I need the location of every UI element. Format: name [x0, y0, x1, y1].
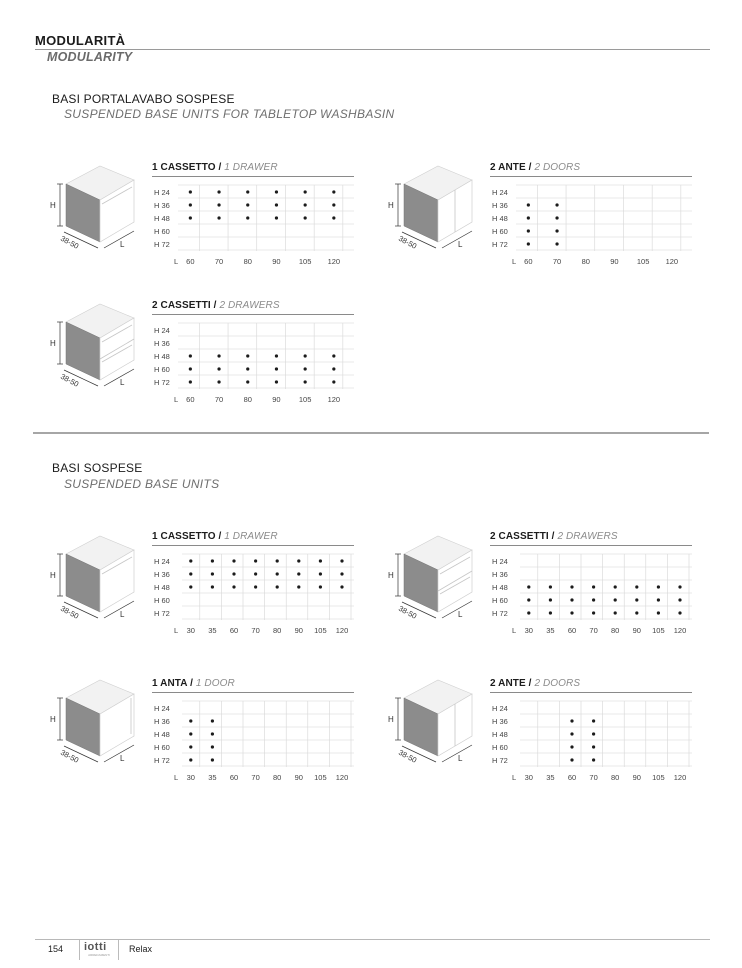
availability-dot: [332, 354, 335, 357]
availability-dot: [304, 203, 307, 206]
title-english: 2 DOORS: [534, 162, 581, 173]
availability-dot: [189, 732, 192, 735]
column-label: 105: [298, 257, 312, 266]
title-english: 1 DRAWER: [224, 162, 278, 173]
column-label: 30: [524, 773, 533, 782]
table-title: [152, 162, 278, 173]
availability-dot: [217, 216, 220, 219]
column-label: 35: [208, 626, 217, 635]
depth-label: 38-50: [397, 603, 419, 621]
availability-dot: [189, 367, 192, 370]
row-label: H 60: [154, 365, 170, 374]
availability-dot: [297, 572, 300, 575]
column-label: 90: [632, 773, 641, 782]
availability-dot: [275, 203, 278, 206]
column-axis-label: L: [512, 773, 517, 782]
availability-dot: [211, 585, 214, 588]
height-label: H: [50, 339, 56, 348]
availability-dot: [232, 559, 235, 562]
availability-dot: [189, 758, 192, 761]
availability-dot: [211, 745, 214, 748]
column-axis-label: L: [512, 626, 517, 635]
row-label: H 36: [492, 717, 508, 726]
availability-dot: [254, 585, 257, 588]
title-separator: /: [215, 531, 225, 542]
column-label: 90: [272, 257, 281, 266]
availability-dot: [657, 611, 660, 614]
height-label: H: [50, 571, 56, 580]
row-label: H 24: [154, 704, 170, 713]
width-label: L: [120, 610, 125, 619]
availability-dot: [614, 585, 617, 588]
width-label: L: [458, 240, 463, 249]
row-label: H 48: [492, 730, 508, 739]
row-label: H 48: [154, 730, 170, 739]
availability-grid: [152, 698, 356, 786]
row-label: H 72: [154, 240, 170, 249]
column-label: 120: [673, 626, 687, 635]
row-label: H 72: [492, 609, 508, 618]
availability-dot: [527, 585, 530, 588]
column-label: 60: [186, 395, 195, 404]
availability-dot: [332, 216, 335, 219]
column-label: 30: [186, 773, 195, 782]
title-italian: 1 CASSETTO: [152, 162, 216, 173]
column-axis-label: L: [174, 773, 179, 782]
column-label: 80: [581, 257, 590, 266]
table-title: [152, 678, 235, 689]
title-separator: /: [525, 162, 535, 173]
column-label: 105: [314, 773, 327, 782]
width-label: L: [120, 240, 125, 249]
column-label: 90: [294, 773, 303, 782]
row-label: H 36: [154, 570, 170, 579]
availability-dot: [332, 380, 335, 383]
availability-dot: [635, 585, 638, 588]
availability-grid: [490, 551, 694, 639]
height-label: H: [388, 201, 394, 210]
availability-dot: [276, 559, 279, 562]
column-label: 30: [524, 626, 533, 635]
availability-dot: [189, 354, 192, 357]
availability-dot: [340, 572, 343, 575]
column-axis-label: L: [174, 395, 179, 404]
width-label: L: [120, 754, 125, 763]
availability-dot: [592, 745, 595, 748]
column-label: 30: [186, 626, 195, 635]
availability-grid: [152, 182, 356, 270]
column-label: 70: [251, 773, 260, 782]
availability-dot: [319, 559, 322, 562]
row-label: H 48: [492, 214, 508, 223]
column-label: 90: [294, 626, 303, 635]
cabinet-diagram: [48, 298, 138, 390]
availability-dot: [570, 732, 573, 735]
availability-dot: [319, 585, 322, 588]
availability-dot: [254, 572, 257, 575]
footer-divider: [35, 939, 710, 940]
height-label: H: [388, 571, 394, 580]
title-italian: 2 ANTE: [490, 678, 526, 689]
row-label: H 36: [492, 570, 508, 579]
depth-label: 38-50: [59, 603, 81, 621]
availability-dot: [570, 719, 573, 722]
availability-dot: [332, 203, 335, 206]
availability-dot: [304, 190, 307, 193]
row-label: H 48: [492, 583, 508, 592]
availability-dot: [527, 229, 530, 232]
column-label: 35: [546, 626, 555, 635]
availability-grid: [152, 320, 356, 408]
availability-dot: [319, 572, 322, 575]
column-label: 80: [243, 395, 252, 404]
title-separator: /: [548, 531, 558, 542]
row-label: H 36: [154, 717, 170, 726]
title-divider: [35, 49, 710, 50]
availability-dot: [189, 380, 192, 383]
title-italian: 2 CASSETTI: [152, 300, 211, 311]
availability-dot: [332, 190, 335, 193]
availability-dot: [189, 203, 192, 206]
availability-dot: [217, 203, 220, 206]
availability-dot: [246, 367, 249, 370]
availability-dot: [592, 585, 595, 588]
availability-dot: [570, 745, 573, 748]
availability-dot: [555, 242, 558, 245]
column-label: 105: [652, 626, 665, 635]
depth-label: 38-50: [397, 233, 419, 251]
availability-dot: [614, 598, 617, 601]
availability-dot: [304, 216, 307, 219]
title-separator: /: [210, 300, 220, 311]
section-subtitle: SUSPENDED BASE UNITS FOR TABLETOP WASHBASIN: [64, 107, 395, 121]
availability-dot: [549, 598, 552, 601]
row-label: H 72: [154, 756, 170, 765]
column-label: 60: [567, 626, 577, 635]
availability-dot: [678, 585, 681, 588]
column-label: 70: [552, 257, 562, 266]
section-title: BASI PORTALAVABO SOSPESE: [52, 92, 235, 106]
availability-dot: [592, 598, 595, 601]
availability-dot: [340, 585, 343, 588]
availability-dot: [189, 719, 192, 722]
availability-dot: [592, 758, 595, 761]
row-label: H 24: [492, 188, 508, 197]
table-title: [152, 300, 280, 311]
row-label: H 24: [492, 557, 508, 566]
column-label: 60: [229, 773, 239, 782]
availability-dot: [332, 367, 335, 370]
availability-grid: [490, 182, 694, 270]
availability-dot: [527, 242, 530, 245]
title-english: 1 DRAWER: [224, 531, 278, 542]
column-axis-label: L: [512, 257, 517, 266]
table-title: [490, 162, 580, 173]
cabinet-diagram: [48, 674, 138, 766]
availability-dot: [657, 598, 660, 601]
availability-dot: [304, 380, 307, 383]
brand-wordmark: iotti: [84, 941, 107, 953]
row-label: H 60: [492, 743, 508, 752]
availability-dot: [232, 585, 235, 588]
availability-dot: [246, 354, 249, 357]
availability-dot: [211, 559, 214, 562]
availability-dot: [246, 190, 249, 193]
availability-dot: [217, 190, 220, 193]
column-axis-label: L: [174, 626, 179, 635]
title-italian: 1 ANTA: [152, 678, 188, 689]
availability-dot: [275, 190, 278, 193]
cabinet-diagram: [386, 674, 476, 766]
table-title-rule: [152, 314, 354, 315]
row-label: H 36: [492, 201, 508, 210]
availability-dot: [635, 598, 638, 601]
title-separator: /: [215, 162, 225, 173]
availability-dot: [211, 719, 214, 722]
row-label: H 36: [154, 339, 170, 348]
column-label: 120: [665, 257, 679, 266]
column-label: 120: [327, 257, 341, 266]
availability-dot: [592, 732, 595, 735]
row-label: H 48: [154, 214, 170, 223]
availability-dot: [217, 354, 220, 357]
table-title-rule: [152, 176, 354, 177]
availability-dot: [189, 585, 192, 588]
row-label: H 48: [154, 583, 170, 592]
availability-dot: [211, 572, 214, 575]
column-label: 70: [214, 395, 224, 404]
row-label: H 36: [154, 201, 170, 210]
depth-label: 38-50: [397, 747, 419, 765]
depth-label: 38-50: [59, 371, 81, 389]
availability-dot: [527, 216, 530, 219]
column-label: 80: [243, 257, 252, 266]
column-label: 60: [567, 773, 577, 782]
table-title-rule: [490, 545, 692, 546]
row-label: H 24: [154, 557, 170, 566]
section-title: BASI SOSPESE: [52, 461, 143, 475]
availability-dot: [527, 598, 530, 601]
height-label: H: [50, 201, 56, 210]
availability-dot: [217, 380, 220, 383]
brand-tagline: ARREDAMENTI: [88, 953, 110, 957]
section-divider: [33, 432, 709, 434]
availability-dot: [678, 611, 681, 614]
availability-dot: [657, 585, 660, 588]
width-label: L: [120, 378, 125, 387]
row-label: H 72: [492, 240, 508, 249]
table-title-rule: [490, 692, 692, 693]
column-label: 60: [186, 257, 195, 266]
cabinet-diagram: [48, 530, 138, 622]
availability-dot: [527, 203, 530, 206]
column-label: 60: [229, 626, 239, 635]
availability-dot: [304, 354, 307, 357]
page-number: 154: [48, 944, 64, 954]
availability-dot: [297, 585, 300, 588]
availability-dot: [189, 190, 192, 193]
column-label: 105: [298, 395, 312, 404]
availability-dot: [555, 229, 558, 232]
row-label: H 60: [492, 596, 508, 605]
availability-grid: [490, 698, 694, 786]
height-label: H: [388, 715, 394, 724]
depth-label: 38-50: [59, 747, 81, 765]
column-label: 120: [327, 395, 341, 404]
availability-dot: [275, 354, 278, 357]
availability-dot: [275, 380, 278, 383]
row-label: H 72: [154, 609, 170, 618]
title-english: 2 DOORS: [534, 678, 581, 689]
column-label: 120: [673, 773, 687, 782]
availability-dot: [570, 758, 573, 761]
availability-dot: [592, 611, 595, 614]
availability-dot: [555, 216, 558, 219]
availability-dot: [275, 367, 278, 370]
column-label: 70: [589, 773, 598, 782]
availability-dot: [555, 203, 558, 206]
row-label: H 60: [154, 596, 170, 605]
availability-dot: [570, 598, 573, 601]
row-label: H 60: [154, 743, 170, 752]
column-label: 70: [251, 626, 260, 635]
availability-dot: [189, 559, 192, 562]
availability-dot: [549, 585, 552, 588]
table-title-rule: [490, 176, 692, 177]
title-italian: 2 CASSETTI: [490, 531, 549, 542]
availability-dot: [304, 367, 307, 370]
width-label: L: [458, 754, 463, 763]
title-english: 1 DOOR: [195, 678, 235, 689]
column-label: 90: [610, 257, 619, 266]
cabinet-diagram: [386, 160, 476, 252]
availability-dot: [527, 611, 530, 614]
page-subtitle: MODULARITY: [47, 50, 133, 64]
availability-dot: [246, 203, 249, 206]
availability-dot: [570, 585, 573, 588]
availability-dot: [635, 611, 638, 614]
title-english: 2 DRAWERS: [219, 300, 280, 311]
column-label: 90: [632, 626, 641, 635]
column-axis-label: L: [174, 257, 179, 266]
row-label: H 60: [154, 227, 170, 236]
column-label: 105: [636, 257, 650, 266]
row-label: H 48: [154, 352, 170, 361]
column-label: 120: [335, 626, 349, 635]
availability-dot: [189, 216, 192, 219]
column-label: 120: [335, 773, 349, 782]
availability-dot: [232, 572, 235, 575]
column-label: 80: [611, 626, 620, 635]
cabinet-diagram: [48, 160, 138, 252]
availability-dot: [217, 367, 220, 370]
section-subtitle: SUSPENDED BASE UNITS: [64, 477, 220, 491]
row-label: H 72: [492, 756, 508, 765]
availability-dot: [297, 559, 300, 562]
row-label: H 60: [492, 227, 508, 236]
availability-dot: [189, 572, 192, 575]
column-label: 90: [272, 395, 281, 404]
height-label: H: [50, 715, 56, 724]
title-italian: 2 ANTE: [490, 162, 526, 173]
availability-dot: [246, 216, 249, 219]
column-label: 80: [273, 626, 282, 635]
column-label: 105: [652, 773, 665, 782]
depth-label: 38-50: [59, 233, 81, 251]
availability-dot: [211, 758, 214, 761]
column-label: 80: [611, 773, 620, 782]
availability-dot: [189, 745, 192, 748]
availability-dot: [614, 611, 617, 614]
title-italian: 1 CASSETTO: [152, 531, 216, 542]
column-label: 70: [214, 257, 224, 266]
row-label: H 24: [154, 326, 170, 335]
width-label: L: [458, 610, 463, 619]
title-separator: /: [187, 678, 196, 689]
table-title: [152, 531, 278, 542]
availability-grid: [152, 551, 356, 639]
page-title: MODULARITÀ: [35, 33, 126, 48]
column-label: 105: [314, 626, 327, 635]
availability-dot: [549, 611, 552, 614]
row-label: H 72: [154, 378, 170, 387]
availability-dot: [246, 380, 249, 383]
collection-name: Relax: [129, 944, 153, 954]
table-title: [490, 531, 618, 542]
column-label: 35: [546, 773, 555, 782]
availability-dot: [678, 598, 681, 601]
availability-dot: [276, 585, 279, 588]
column-label: 70: [589, 626, 598, 635]
column-label: 35: [208, 773, 217, 782]
availability-dot: [592, 719, 595, 722]
row-label: H 24: [154, 188, 170, 197]
title-separator: /: [525, 678, 535, 689]
column-label: 80: [273, 773, 282, 782]
row-label: H 24: [492, 704, 508, 713]
availability-dot: [211, 732, 214, 735]
availability-dot: [570, 611, 573, 614]
availability-dot: [340, 559, 343, 562]
cabinet-diagram: [386, 530, 476, 622]
table-title-rule: [152, 545, 354, 546]
table-title: [490, 678, 580, 689]
availability-dot: [276, 572, 279, 575]
availability-dot: [275, 216, 278, 219]
title-english: 2 DRAWERS: [557, 531, 618, 542]
brand-logo: [79, 940, 119, 960]
table-title-rule: [152, 692, 354, 693]
availability-dot: [254, 559, 257, 562]
column-label: 60: [524, 257, 533, 266]
